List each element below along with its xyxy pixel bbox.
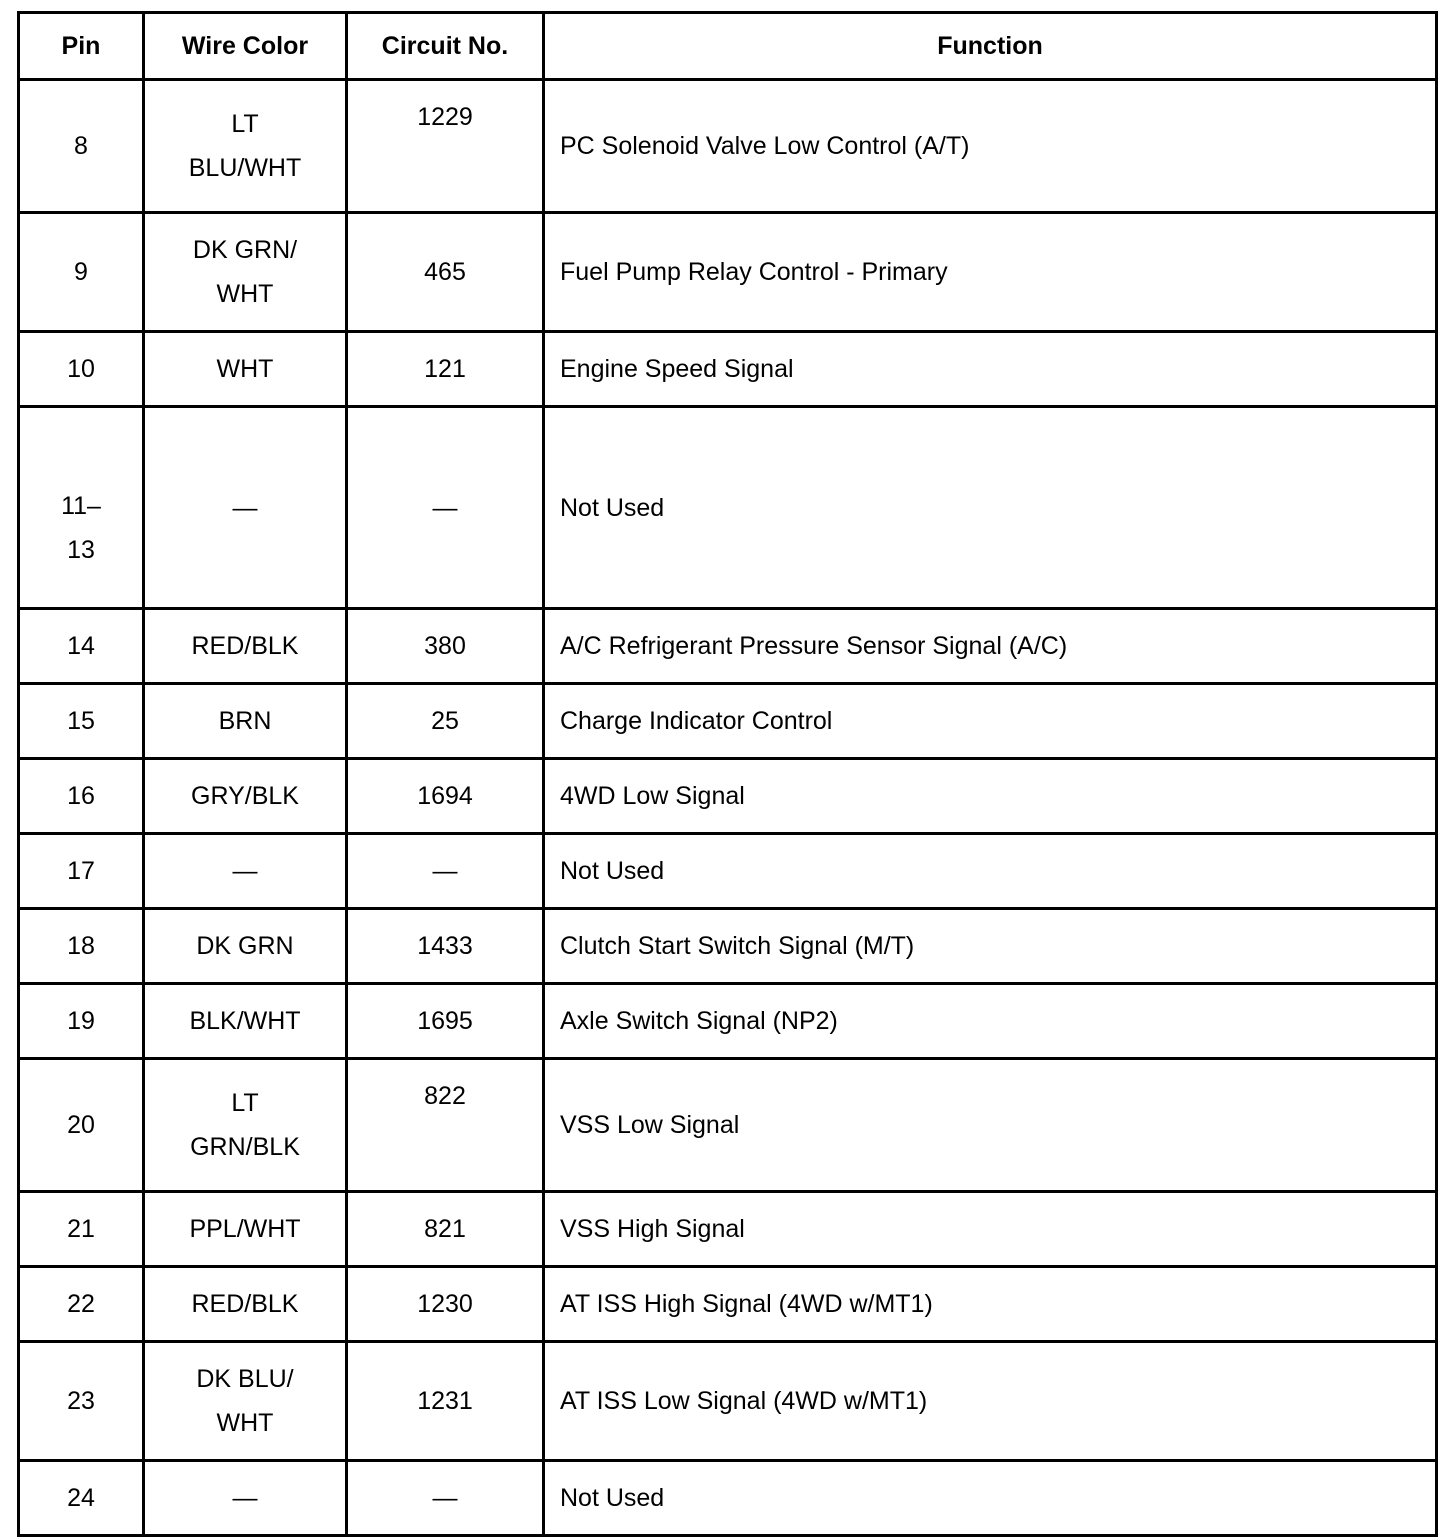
function-cell: Not Used xyxy=(544,407,1437,609)
function-cell: Not Used xyxy=(544,1461,1437,1536)
wire-color-cell: — xyxy=(144,407,347,609)
function-cell: Fuel Pump Relay Control - Primary xyxy=(544,213,1437,332)
function-cell: Clutch Start Switch Signal (M/T) xyxy=(544,909,1437,984)
function-cell: Axle Switch Signal (NP2) xyxy=(544,984,1437,1059)
header-row xyxy=(19,13,1437,80)
wire-color-cell: LT GRN/BLK xyxy=(144,1059,347,1192)
function-cell: Charge Indicator Control xyxy=(544,684,1437,759)
circuit-no-cell: 1695 xyxy=(347,984,544,1059)
pin-cell: 20 xyxy=(19,1059,144,1192)
table-row xyxy=(19,759,1437,834)
circuit-no-cell: 1433 xyxy=(347,909,544,984)
wire-color-cell: — xyxy=(144,1461,347,1536)
table-row xyxy=(19,834,1437,909)
circuit-no-cell: — xyxy=(347,1461,544,1536)
circuit-no-cell: 465 xyxy=(347,213,544,332)
wire-color-cell: WHT xyxy=(144,332,347,407)
table-row xyxy=(19,909,1437,984)
header-circuit-no: Circuit No. xyxy=(347,13,544,80)
pin-cell: 9 xyxy=(19,213,144,332)
function-cell: Engine Speed Signal xyxy=(544,332,1437,407)
wire-color-cell: PPL/WHT xyxy=(144,1192,347,1267)
table-row xyxy=(19,1192,1437,1267)
table-row xyxy=(19,407,1437,609)
function-cell: A/C Refrigerant Pressure Sensor Signal (A/C) xyxy=(544,609,1437,684)
pin-cell: 16 xyxy=(19,759,144,834)
table-row xyxy=(19,332,1437,407)
pin-cell: 24 xyxy=(19,1461,144,1536)
function-cell: VSS Low Signal xyxy=(544,1059,1437,1192)
circuit-no-cell: — xyxy=(347,834,544,909)
wire-color-cell: DK GRN/ WHT xyxy=(144,213,347,332)
function-cell: AT ISS High Signal (4WD w/MT1) xyxy=(544,1267,1437,1342)
pin-cell: 8 xyxy=(19,80,144,213)
pin-cell: 23 xyxy=(19,1342,144,1461)
pin-cell: 17 xyxy=(19,834,144,909)
table-row xyxy=(19,1059,1437,1192)
wire-color-cell: GRY/BLK xyxy=(144,759,347,834)
circuit-no-cell: 121 xyxy=(347,332,544,407)
table-row xyxy=(19,1342,1437,1461)
wire-color-cell: BLK/WHT xyxy=(144,984,347,1059)
pin-function-table xyxy=(17,11,1438,1537)
wire-color-cell: DK BLU/ WHT xyxy=(144,1342,347,1461)
wire-color-cell: RED/BLK xyxy=(144,1267,347,1342)
pin-cell: 11– 13 xyxy=(19,407,144,609)
table-row xyxy=(19,80,1437,213)
wire-color-cell: RED/BLK xyxy=(144,609,347,684)
header-function: Function xyxy=(544,13,1437,80)
pin-cell: 10 xyxy=(19,332,144,407)
circuit-no-cell: 1229 xyxy=(347,80,544,213)
table-row xyxy=(19,213,1437,332)
table-row xyxy=(19,984,1437,1059)
pin-cell: 14 xyxy=(19,609,144,684)
pin-cell: 15 xyxy=(19,684,144,759)
pin-cell: 21 xyxy=(19,1192,144,1267)
wire-color-cell: DK GRN xyxy=(144,909,347,984)
table-row xyxy=(19,684,1437,759)
circuit-no-cell: 380 xyxy=(347,609,544,684)
header-pin: Pin xyxy=(19,13,144,80)
circuit-no-cell: — xyxy=(347,407,544,609)
function-cell: VSS High Signal xyxy=(544,1192,1437,1267)
circuit-no-cell: 1231 xyxy=(347,1342,544,1461)
pin-cell: 18 xyxy=(19,909,144,984)
circuit-no-cell: 822 xyxy=(347,1059,544,1192)
table-row xyxy=(19,1461,1437,1536)
function-cell: Not Used xyxy=(544,834,1437,909)
circuit-no-cell: 25 xyxy=(347,684,544,759)
wire-color-cell: BRN xyxy=(144,684,347,759)
table-row xyxy=(19,609,1437,684)
pin-cell: 22 xyxy=(19,1267,144,1342)
circuit-no-cell: 1694 xyxy=(347,759,544,834)
table-row xyxy=(19,1267,1437,1342)
wire-color-cell: LT BLU/WHT xyxy=(144,80,347,213)
circuit-no-cell: 821 xyxy=(347,1192,544,1267)
header-wire-color: Wire Color xyxy=(144,13,347,80)
function-cell: PC Solenoid Valve Low Control (A/T) xyxy=(544,80,1437,213)
function-cell: AT ISS Low Signal (4WD w/MT1) xyxy=(544,1342,1437,1461)
pin-cell: 19 xyxy=(19,984,144,1059)
function-cell: 4WD Low Signal xyxy=(544,759,1437,834)
wire-color-cell: — xyxy=(144,834,347,909)
circuit-no-cell: 1230 xyxy=(347,1267,544,1342)
